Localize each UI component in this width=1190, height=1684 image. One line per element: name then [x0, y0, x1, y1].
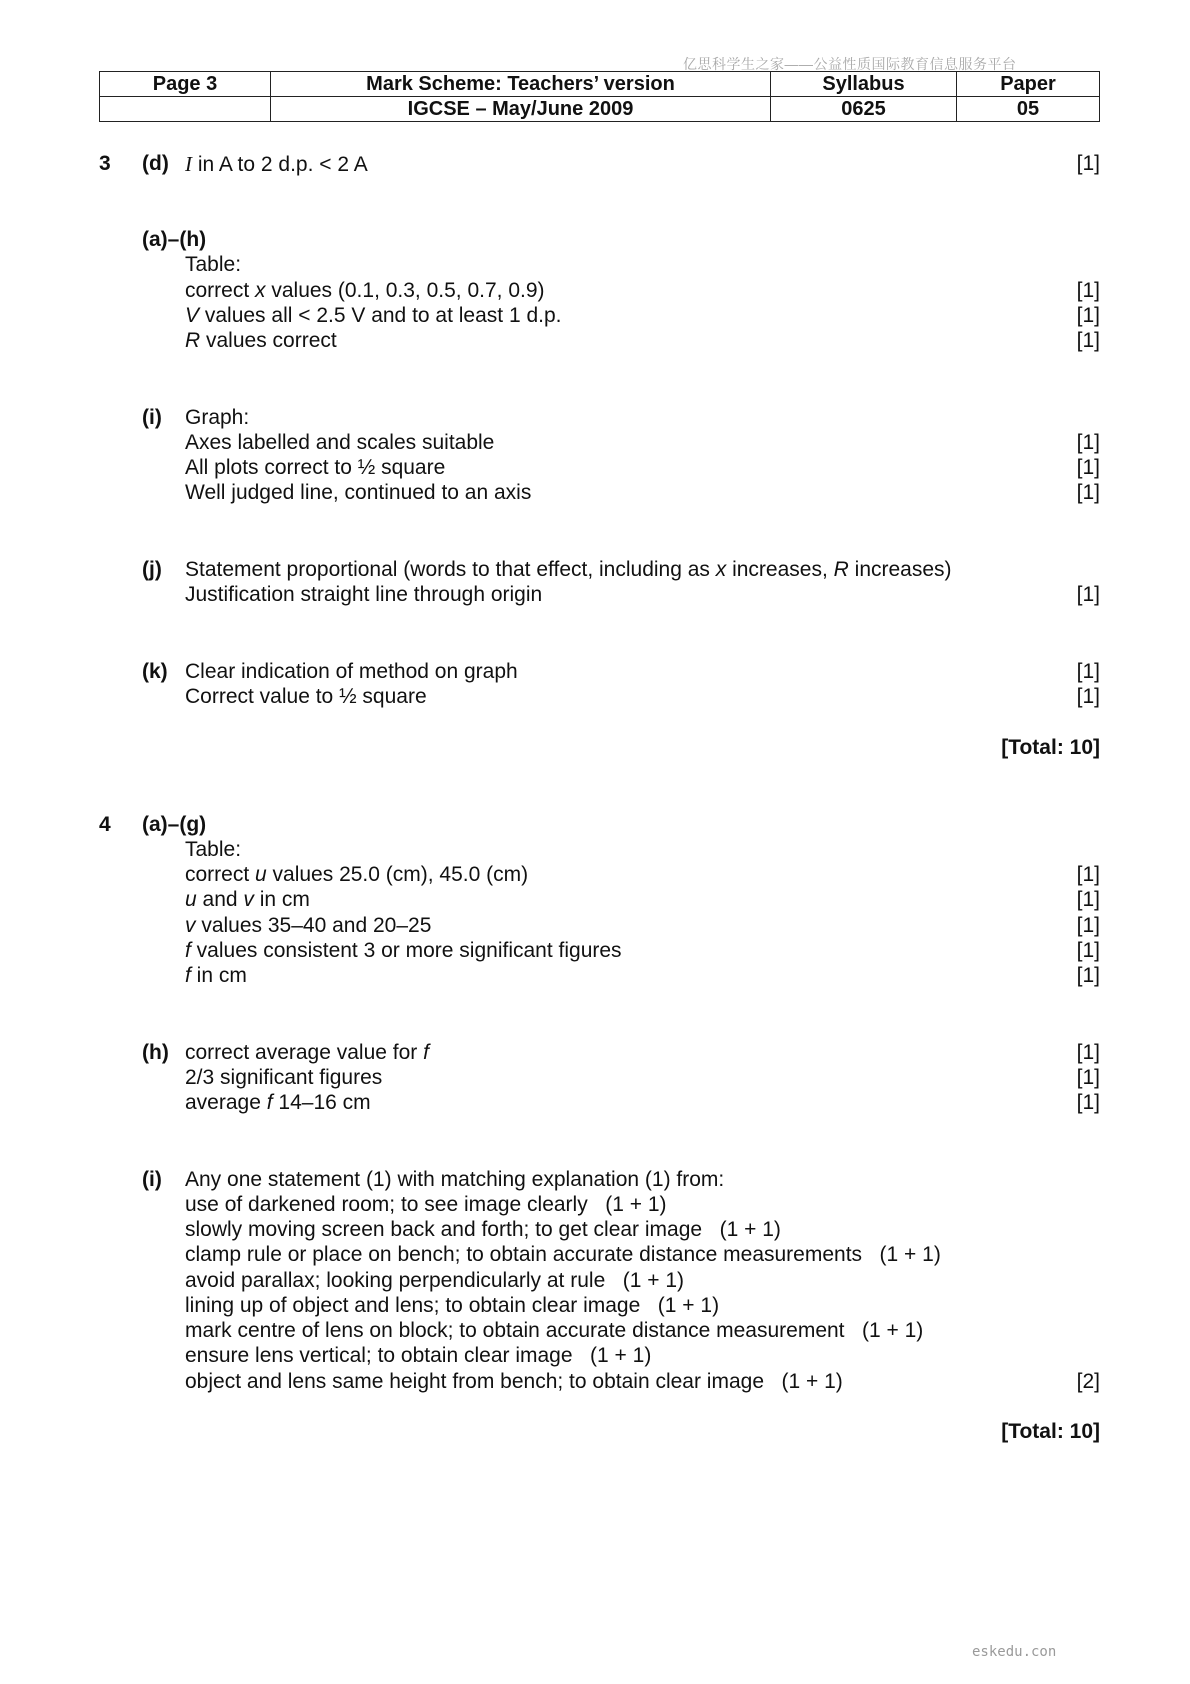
q4-h-line-1: correct average value for f — [185, 1041, 429, 1064]
q3-ah-heading: Table: — [185, 253, 242, 276]
q3-i-mark-1: [1] — [1076, 431, 1100, 454]
q4-i-line-6: lining up of object and lens; to obtain clear image (1 + 1) — [185, 1294, 720, 1317]
header-page: Page 3 — [100, 72, 271, 97]
q3-j-mark: [1] — [1076, 583, 1100, 606]
header-paper-label: Paper — [957, 72, 1100, 97]
q4-ag-mark-1: [1] — [1076, 863, 1100, 886]
q4-i-line-1: Any one statement (1) with matching explanation (1) from: — [185, 1168, 725, 1191]
q3-ah-mark-3: [1] — [1076, 329, 1100, 352]
header-title: Mark Scheme: Teachers’ version — [271, 72, 771, 97]
header-row-1 — [100, 72, 1100, 97]
q3-k-label: (k) — [142, 660, 168, 683]
q4-ag-line-1: correct u values 25.0 (cm), 45.0 (cm) — [185, 863, 529, 886]
q3-ah-line-1: correct x values (0.1, 0.3, 0.5, 0.7, 0.9) — [185, 279, 545, 302]
q4-i-line-9: object and lens same height from bench; to obtain clear image (1 + 1) — [185, 1370, 843, 1393]
q3-i-mark-3: [1] — [1076, 481, 1100, 504]
q4-h-line-3: average f 14–16 cm — [185, 1091, 371, 1114]
q4-ag-line-2: u and v in cm — [185, 888, 310, 911]
q4-i-line-7: mark centre of lens on block; to obtain accurate distance measurement (1 + 1) — [185, 1319, 924, 1342]
q3-i-line-3: Well judged line, continued to an axis — [185, 481, 532, 504]
q4-ag-mark-4: [1] — [1076, 939, 1100, 962]
q3-ah-line-2: V values all < 2.5 V and to at least 1 d.p. — [185, 304, 562, 327]
q4-h-mark-1: [1] — [1076, 1041, 1100, 1064]
question-4-number: 4 — [99, 813, 111, 836]
q3-i-mark-2: [1] — [1076, 456, 1100, 479]
q3-k-line-1: Clear indication of method on graph — [185, 660, 518, 683]
q3-d-mark: [1] — [1076, 152, 1100, 175]
header-syllabus-label: Syllabus — [771, 72, 957, 97]
q4-ag-line-3: v values 35–40 and 20–25 — [185, 914, 432, 937]
q4-i-line-5: avoid parallax; looking perpendicularly at rule (1 + 1) — [185, 1269, 685, 1292]
q3-ah-mark-2: [1] — [1076, 304, 1100, 327]
q4-ag-mark-3: [1] — [1076, 914, 1100, 937]
q4-h-mark-2: [1] — [1076, 1066, 1100, 1089]
q3-ah-line-3: R values correct — [185, 329, 337, 352]
q4-ag-line-4: f values consistent 3 or more significant figures — [185, 939, 622, 962]
q4-i-line-8: ensure lens vertical; to obtain clear image (1 + 1) — [185, 1344, 652, 1367]
q4-h-label: (h) — [142, 1041, 169, 1064]
header-paper-number: 05 — [957, 97, 1100, 122]
q3-ah-label: (a)–(h) — [142, 228, 207, 251]
header-row-2 — [100, 97, 1100, 122]
q4-i-line-2: use of darkened room; to see image clearly (1 + 1) — [185, 1193, 667, 1216]
q3-k-mark-2: [1] — [1076, 685, 1100, 708]
header-empty-cell — [100, 97, 271, 122]
watermark-bottom: eskedu.con — [972, 1644, 1057, 1660]
q3-d-text: I in A to 2 d.p. < 2 A — [185, 152, 368, 176]
q3-j-label: (j) — [142, 558, 162, 581]
q3-j-line-2: Justification straight line through origin — [185, 583, 543, 606]
q4-h-line-2: 2/3 significant figures — [185, 1066, 383, 1089]
q4-total: [Total: 10] — [1001, 1420, 1100, 1443]
q3-i-line-2: All plots correct to ½ square — [185, 456, 446, 479]
q3-i-line-1: Axes labelled and scales suitable — [185, 431, 495, 454]
q4-i-label: (i) — [142, 1168, 162, 1191]
watermark-top: 亿思科学生之家——公益性质国际教育信息服务平台 — [683, 56, 1017, 72]
q4-h-mark-3: [1] — [1076, 1091, 1100, 1114]
q4-i-mark: [2] — [1076, 1370, 1100, 1393]
q4-ag-label: (a)–(g) — [142, 813, 207, 836]
q4-ag-mark-2: [1] — [1076, 888, 1100, 911]
q3-k-line-2: Correct value to ½ square — [185, 685, 427, 708]
header-syllabus-code: 0625 — [771, 97, 957, 122]
q3-i-heading: Graph: — [185, 406, 250, 429]
q4-i-line-4: clamp rule or place on bench; to obtain accurate distance measurements (1 + 1) — [185, 1243, 941, 1266]
header-table — [99, 71, 1100, 122]
question-3-number: 3 — [99, 152, 111, 175]
q4-ag-line-5: f in cm — [185, 964, 247, 987]
q3-ah-mark-1: [1] — [1076, 279, 1100, 302]
header-session: IGCSE – May/June 2009 — [271, 97, 771, 122]
q3-d-label: (d) — [142, 152, 169, 175]
q3-j-line-1: Statement proportional (words to that effect, including as x increases, R increases) — [185, 558, 952, 581]
q4-ag-mark-5: [1] — [1076, 964, 1100, 987]
q3-k-mark-1: [1] — [1076, 660, 1100, 683]
q3-total: [Total: 10] — [1001, 736, 1100, 759]
q3-i-label: (i) — [142, 406, 162, 429]
q4-ag-heading: Table: — [185, 838, 242, 861]
q4-i-line-3: slowly moving screen back and forth; to get clear image (1 + 1) — [185, 1218, 781, 1241]
